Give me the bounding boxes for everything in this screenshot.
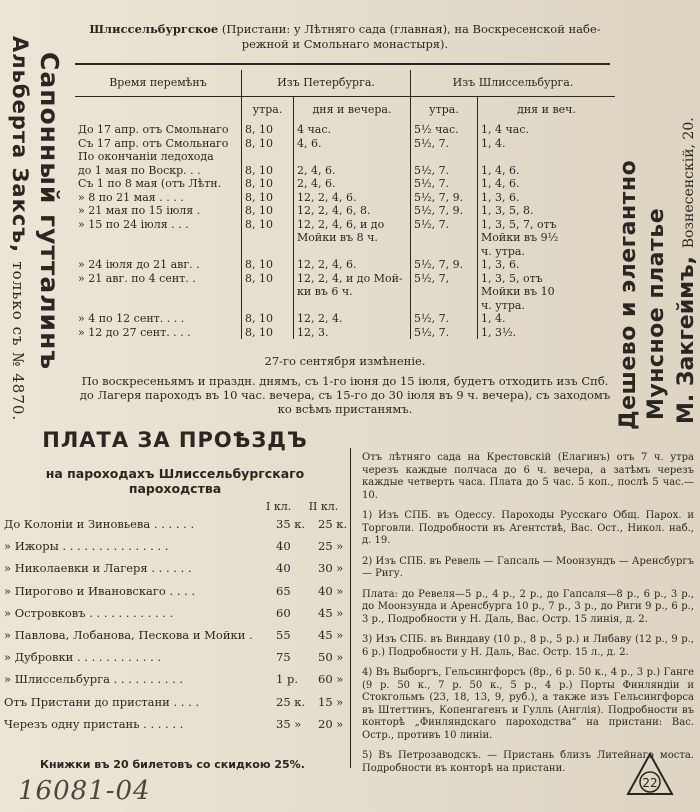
schedule-cell-sp-m: 8, 10 <box>242 123 294 137</box>
schedule-cell-sp-d: 12, 2, 4, 6, 8. <box>294 204 411 218</box>
schedule-cell-sh-d: Мойки въ 9½ <box>478 231 616 245</box>
right-ad-line2: Мунсное платье <box>644 207 669 420</box>
fare-row <box>4 581 349 603</box>
schedule-cell-sp-m: 8, 10 <box>242 312 294 326</box>
schedule-cell-when: » 8 по 21 мая . . . . <box>78 190 184 204</box>
fare-destination: Черезъ одну пристань . . . . . . <box>4 716 184 731</box>
col-header-when: Время перемѣнъ <box>109 76 207 90</box>
fares-list <box>4 514 349 736</box>
schedule-cell-sh-m: 5½, 7. <box>411 312 478 326</box>
fare-destination: До Колоніи и Зиновьева . . . . . . <box>4 517 195 531</box>
fare-price-first-class: 65 <box>276 583 291 598</box>
fare-destination: » Николаевки и Лагеря . . . . . . <box>4 561 192 576</box>
fare-row <box>4 692 349 714</box>
fare-price-first-class: 35 » <box>276 716 302 731</box>
column-divider <box>350 448 351 768</box>
fares-subtitle: на пароходахъ Шлиссельбургскаго пароходства <box>45 466 305 496</box>
schedule-subheader-row <box>75 97 615 124</box>
steamer-note: 2) Изъ СПБ. въ Ревель — Гапсаль — Моонзундъ — Аренсбургъ — Ригу. <box>362 555 694 579</box>
schedule-cell-sp-d <box>294 150 411 164</box>
schedule-cell-sp-d: 12, 2, 4, 6. <box>294 258 411 272</box>
schedule-row <box>75 272 615 286</box>
route-header <box>75 22 615 52</box>
schedule-cell-when <box>75 285 242 299</box>
stamp-number: 22 <box>642 776 658 790</box>
fare-price-first-class: 75 <box>276 650 291 665</box>
schedule-cell-when <box>75 299 242 313</box>
steamer-note: 5) Въ Петрозаводскъ. — Пристань близъ Литейнаго моста. Подробности въ конторѣ на пристани. <box>362 750 694 774</box>
schedule-cell-sp-d: 12, 2, 4, 6, и до <box>294 218 411 232</box>
schedule-cell-when <box>75 245 242 259</box>
fare-price-first-class: 35 к. <box>276 517 306 531</box>
fare-destination: » Шлиссельбурга . . . . . . . . . . <box>4 672 184 687</box>
right-ad-line1: Дешево и элегантно <box>616 159 641 430</box>
triangle-stamp-icon <box>626 752 674 796</box>
schedule-cell-sp-d: 2, 4, 6. <box>294 177 411 191</box>
schedule-cell-sh-d: ч. утра. <box>478 299 616 313</box>
schedule-cell-sh-m: 5½, 7. <box>411 218 478 232</box>
schedule-cell-sh-d: 1, 3, 5, 8. <box>478 204 616 218</box>
steamer-note: Отъ лѣтняго сада на Крестовскій (Елагинъ) отъ 7 ч. утра черезъ каждые полчаса до 6 ч. вечера, а затѣмъ черезъ каждые четверть часа. Плата до 5 час. 5 коп., послѣ 5 час.—10. <box>362 452 694 501</box>
route-title: Шлиссельбургское <box>89 22 219 36</box>
header-rule <box>75 63 610 65</box>
fare-row <box>4 625 349 647</box>
schedule-row <box>75 123 615 137</box>
schedule-header-row <box>75 70 615 97</box>
triangle-stamp <box>626 752 674 796</box>
subheader-morning: утра. <box>242 97 294 124</box>
fare-price-second-class: 45 » <box>318 627 344 642</box>
fare-price-second-class: 20 » <box>318 716 344 731</box>
fare-price-first-class: 60 <box>276 605 291 620</box>
schedule-table <box>75 70 615 339</box>
left-ad-number: только съ № 4870. <box>9 261 27 422</box>
handwritten-archive-number: 16081-04 <box>18 776 151 806</box>
schedule-cell-sp-m: 8, 10 <box>242 191 294 205</box>
fare-destination: » Павлова, Лобанова, Пескова и Мойки . <box>4 627 253 642</box>
schedule-cell-when: До 17 апр. отъ Смольнаго <box>78 123 229 136</box>
schedule-cell-sh-d <box>478 150 616 164</box>
left-ad-line2 <box>8 36 32 421</box>
class2-label: II кл. <box>308 500 339 513</box>
schedule-cell-sh-d: 1, 4, 6. <box>478 164 616 178</box>
schedule-cell-sh-d: 1, 4. <box>478 312 616 326</box>
route-piers: (Пристани: у Лѣтняго сада (главная), на Воскресенской набе- <box>221 22 601 36</box>
schedule-cell-when <box>75 231 242 245</box>
schedule-row <box>75 177 615 191</box>
schedule-cell-sh-d: 1, 4 час. <box>478 123 616 137</box>
left-ad-name: Альберта Заксъ, <box>8 36 32 254</box>
schedule-row <box>75 150 615 164</box>
schedule-cell-when: » 4 по 12 сент. . . . <box>78 312 185 325</box>
schedule-cell-sp-d: 12, 2, 4. <box>294 312 411 326</box>
schedule-body <box>75 123 615 339</box>
schedule-cell-sp-m: 8, 10 <box>242 164 294 178</box>
books-note: Книжки въ 20 билетовъ со скидкою 25%. <box>40 758 305 771</box>
schedule-cell-sp-d: 4 час. <box>294 123 411 137</box>
schedule-row <box>75 285 615 299</box>
schedule-cell-sh-m <box>411 285 478 299</box>
schedule-cell-sp-m <box>242 150 294 164</box>
schedule-row <box>75 191 615 205</box>
schedule-row <box>75 312 615 326</box>
schedule-cell-when: » 12 до 27 сент. . . . <box>78 325 191 339</box>
schedule-cell-sh-m: 5½, 7, <box>411 272 478 286</box>
schedule-cell-sp-d <box>294 299 411 313</box>
fare-destination: » Островковъ . . . . . . . . . . . . <box>4 605 174 620</box>
fare-price-second-class: 60 » <box>318 672 344 687</box>
schedule-cell-sh-m <box>411 245 478 259</box>
fare-row <box>4 603 349 625</box>
schedule-cell-sp-m <box>242 231 294 245</box>
fare-price-first-class: 25 к. <box>276 694 306 709</box>
schedule-cell-sh-d: 1, 4, 6. <box>478 177 616 191</box>
schedule-row <box>75 299 615 313</box>
route-header-line2: режной и Смольнаго монастыря). <box>241 37 449 51</box>
fare-price-second-class: 25 к. <box>318 517 348 531</box>
schedule-cell-sp-d: Мойки въ 8 ч. <box>294 231 411 245</box>
schedule-row <box>75 245 615 259</box>
steamer-note: Плата: до Ревеля—5 р., 4 р., 2 р., до Гапсаля—8 р., 6 р., 3 р., до Моонзунда и Аренсбурга 10 р., 7 р., 3 р., до Риги 9 р., 6 р., 3 р., Подробности у Н. Даль, Вас. Остр. 15 линія, д. 2. <box>362 588 694 625</box>
fare-row <box>4 514 349 536</box>
schedule-cell-sp-d: ки въ 6 ч. <box>294 285 411 299</box>
class1-label: I кл. <box>266 500 292 513</box>
schedule-cell-sp-d <box>294 245 411 259</box>
schedule-cell-sh-m: 5½ час. <box>411 123 478 137</box>
schedule-cell-sp-m: 8, 10 <box>242 272 294 286</box>
fare-row <box>4 558 349 580</box>
schedule-cell-sp-m <box>242 285 294 299</box>
sunday-note: По воскресеньямъ и праздн. днямъ, съ 1-го іюня до 15 іюля, будетъ отходить изъ Спб. до Лагеря пароходъ въ 10 час. вечера, съ 15-го до 30 іюля въ 9 ч. вечера), съ заходомъ ко всѣмъ пристанямъ. <box>79 374 611 416</box>
schedule-cell-when: Съ 17 апр. отъ Смольнаго <box>78 136 229 150</box>
fare-price-second-class: 50 » <box>318 650 344 665</box>
schedule-cell-sh-d: Мойки въ 10 <box>478 285 616 299</box>
right-ad-address: Вознесенскій, 20. <box>681 117 697 249</box>
schedule-cell-sh-m <box>411 150 478 164</box>
steamer-notes <box>362 452 694 783</box>
fare-price-second-class: 30 » <box>318 561 344 576</box>
fare-price-first-class: 1 р. <box>276 672 298 687</box>
schedule-row <box>75 231 615 245</box>
right-ad-line3 <box>674 117 699 424</box>
steamer-note: 3) Изъ СПБ. въ Виндаву (10 р., 8 р., 5 р.) и Либаву (12 р., 9 р., 6 р.) Подробности у Н. Даль, Вас. Остр. 15 л., д. 2. <box>362 634 694 658</box>
schedule-cell-sh-m: 5½, 7. <box>411 326 478 340</box>
schedule-cell-sh-m <box>411 299 478 313</box>
fare-row <box>4 647 349 669</box>
left-ad-line1: Сапонный гутталинъ <box>35 52 64 371</box>
subheader-day-2: дня и веч. <box>478 97 616 124</box>
schedule-cell-sp-m: 8, 10 <box>242 137 294 151</box>
fare-destination: » Пирогово и Ивановскаго . . . . <box>4 583 196 598</box>
schedule-row <box>75 258 615 272</box>
schedule-cell-sh-m: 5½, 7, 9. <box>411 191 478 205</box>
schedule-cell-when: По окончаніи ледохода <box>78 150 214 163</box>
fare-price-second-class: 40 » <box>318 583 344 598</box>
subheader-morning-2: утра. <box>411 97 478 124</box>
schedule-cell-sp-d: 2, 4, 6. <box>294 164 411 178</box>
schedule-cell-sh-m <box>411 231 478 245</box>
schedule-cell-sh-d: 1, 3½. <box>478 326 616 340</box>
schedule-cell-when: » 15 по 24 іюля . . . <box>78 217 189 231</box>
schedule-cell-when: » 21 авг. по 4 сент. . <box>78 271 196 285</box>
fare-price-first-class: 40 <box>276 561 291 576</box>
schedule-cell-sh-d: 1, 3, 6. <box>478 258 616 272</box>
fare-price-second-class: 15 » <box>318 694 344 709</box>
schedule-cell-sh-m: 5½, 7. <box>411 137 478 151</box>
schedule-cell-sh-m: 5½, 7. <box>411 164 478 178</box>
fares-title: ПЛАТА ЗА ПРОѢЗДЪ <box>42 428 308 452</box>
schedule-row <box>75 164 615 178</box>
steamer-note: 1) Изъ СПБ. въ Одессу. Пароходы Русскаго Общ. Парох. и Торговли. Подробности въ Агентствѣ, Вас. Ост., Никол. наб., д. 19. <box>362 510 694 546</box>
steamer-note: 4) Въ Выборгъ, Гельсингфорсъ (8р., 6 р. 50 к., 4 р., 3 р.) Ганге (9 р. 50 к., 7 р. 50 к., 5 р., 4 р.) Порты Финляндіи и Стокгольмъ (23, 18, 13, 9, руб.), а также изъ Гельсингфорса въ Штеттинъ, Копенгагенъ и Гулль (Англія). Подробности въ конторѣ „Финляндскаго пароходства“ на пристани: Вас. Остр., противъ 10 линіи. <box>362 667 694 741</box>
schedule-cell-sp-m: 8, 10 <box>242 326 294 340</box>
schedule-row <box>75 326 615 340</box>
fare-destination: Отъ Пристани до пристани . . . . <box>4 694 200 709</box>
schedule-cell-sh-m: 5½, 7. <box>411 177 478 191</box>
col-header-from-shl: Изъ Шлиссельбурга. <box>411 70 616 97</box>
schedule-cell-sp-d: 4, 6. <box>294 137 411 151</box>
fare-row <box>4 536 349 558</box>
schedule-cell-sp-m <box>242 299 294 313</box>
change-note: 27-го сентября измѣненіе. <box>264 354 426 368</box>
fare-price-second-class: 45 » <box>318 605 344 620</box>
fare-destination: » Ижоры . . . . . . . . . . . . . . . <box>4 539 169 554</box>
col-header-from-spb: Изъ Петербурга. <box>242 70 411 97</box>
right-advertisement <box>612 40 700 435</box>
schedule-cell-sh-d: 1, 3, 5, отъ <box>478 272 616 286</box>
fare-price-first-class: 40 <box>276 539 291 554</box>
fare-destination: » Дубровки . . . . . . . . . . . . <box>4 650 162 665</box>
schedule-cell-sh-m: 5½, 7, 9. <box>411 258 478 272</box>
route-header-line1 <box>75 22 615 37</box>
schedule-cell-sp-d: 12, 2, 4, и до Мой- <box>294 272 411 286</box>
fare-row <box>4 714 349 736</box>
schedule-row <box>75 218 615 232</box>
schedule-row <box>75 204 615 218</box>
schedule-cell-sp-m: 8, 10 <box>242 218 294 232</box>
right-ad-name: М. Закгеймъ, <box>674 255 699 424</box>
schedule-cell-sp-d: 12, 2, 4, 6. <box>294 191 411 205</box>
schedule-cell-sp-m: 8, 10 <box>242 258 294 272</box>
left-advertisement <box>2 22 66 422</box>
subheader-day: дня и вечера. <box>294 97 411 124</box>
schedule-cell-when: до 1 мая по Воскр. . . <box>78 163 201 177</box>
schedule-cell-sh-d: 1, 3, 5, 7, отъ <box>478 218 616 232</box>
schedule-cell-when: » 21 мая по 15 іюля . <box>78 204 201 217</box>
schedule-cell-sp-m: 8, 10 <box>242 204 294 218</box>
schedule-cell-sh-m: 5½, 7, 9. <box>411 204 478 218</box>
schedule-cell-when: Съ 1 по 8 мая (отъ Лѣтн. <box>78 177 222 190</box>
schedule-cell-when: » 24 іюля до 21 авг. . <box>78 258 200 271</box>
schedule-cell-sh-d: 1, 3, 6. <box>478 191 616 205</box>
schedule-cell-sh-d: 1, 4. <box>478 137 616 151</box>
fares-class-header <box>266 500 338 513</box>
fare-price-second-class: 25 » <box>318 539 344 554</box>
fare-row <box>4 669 349 691</box>
schedule-cell-sp-m <box>242 245 294 259</box>
schedule-cell-sp-d: 12, 3. <box>294 326 411 340</box>
fare-price-first-class: 55 <box>276 627 291 642</box>
schedule-row <box>75 137 615 151</box>
schedule-cell-sh-d: ч. утра. <box>478 245 616 259</box>
schedule-cell-sp-m: 8, 10 <box>242 177 294 191</box>
